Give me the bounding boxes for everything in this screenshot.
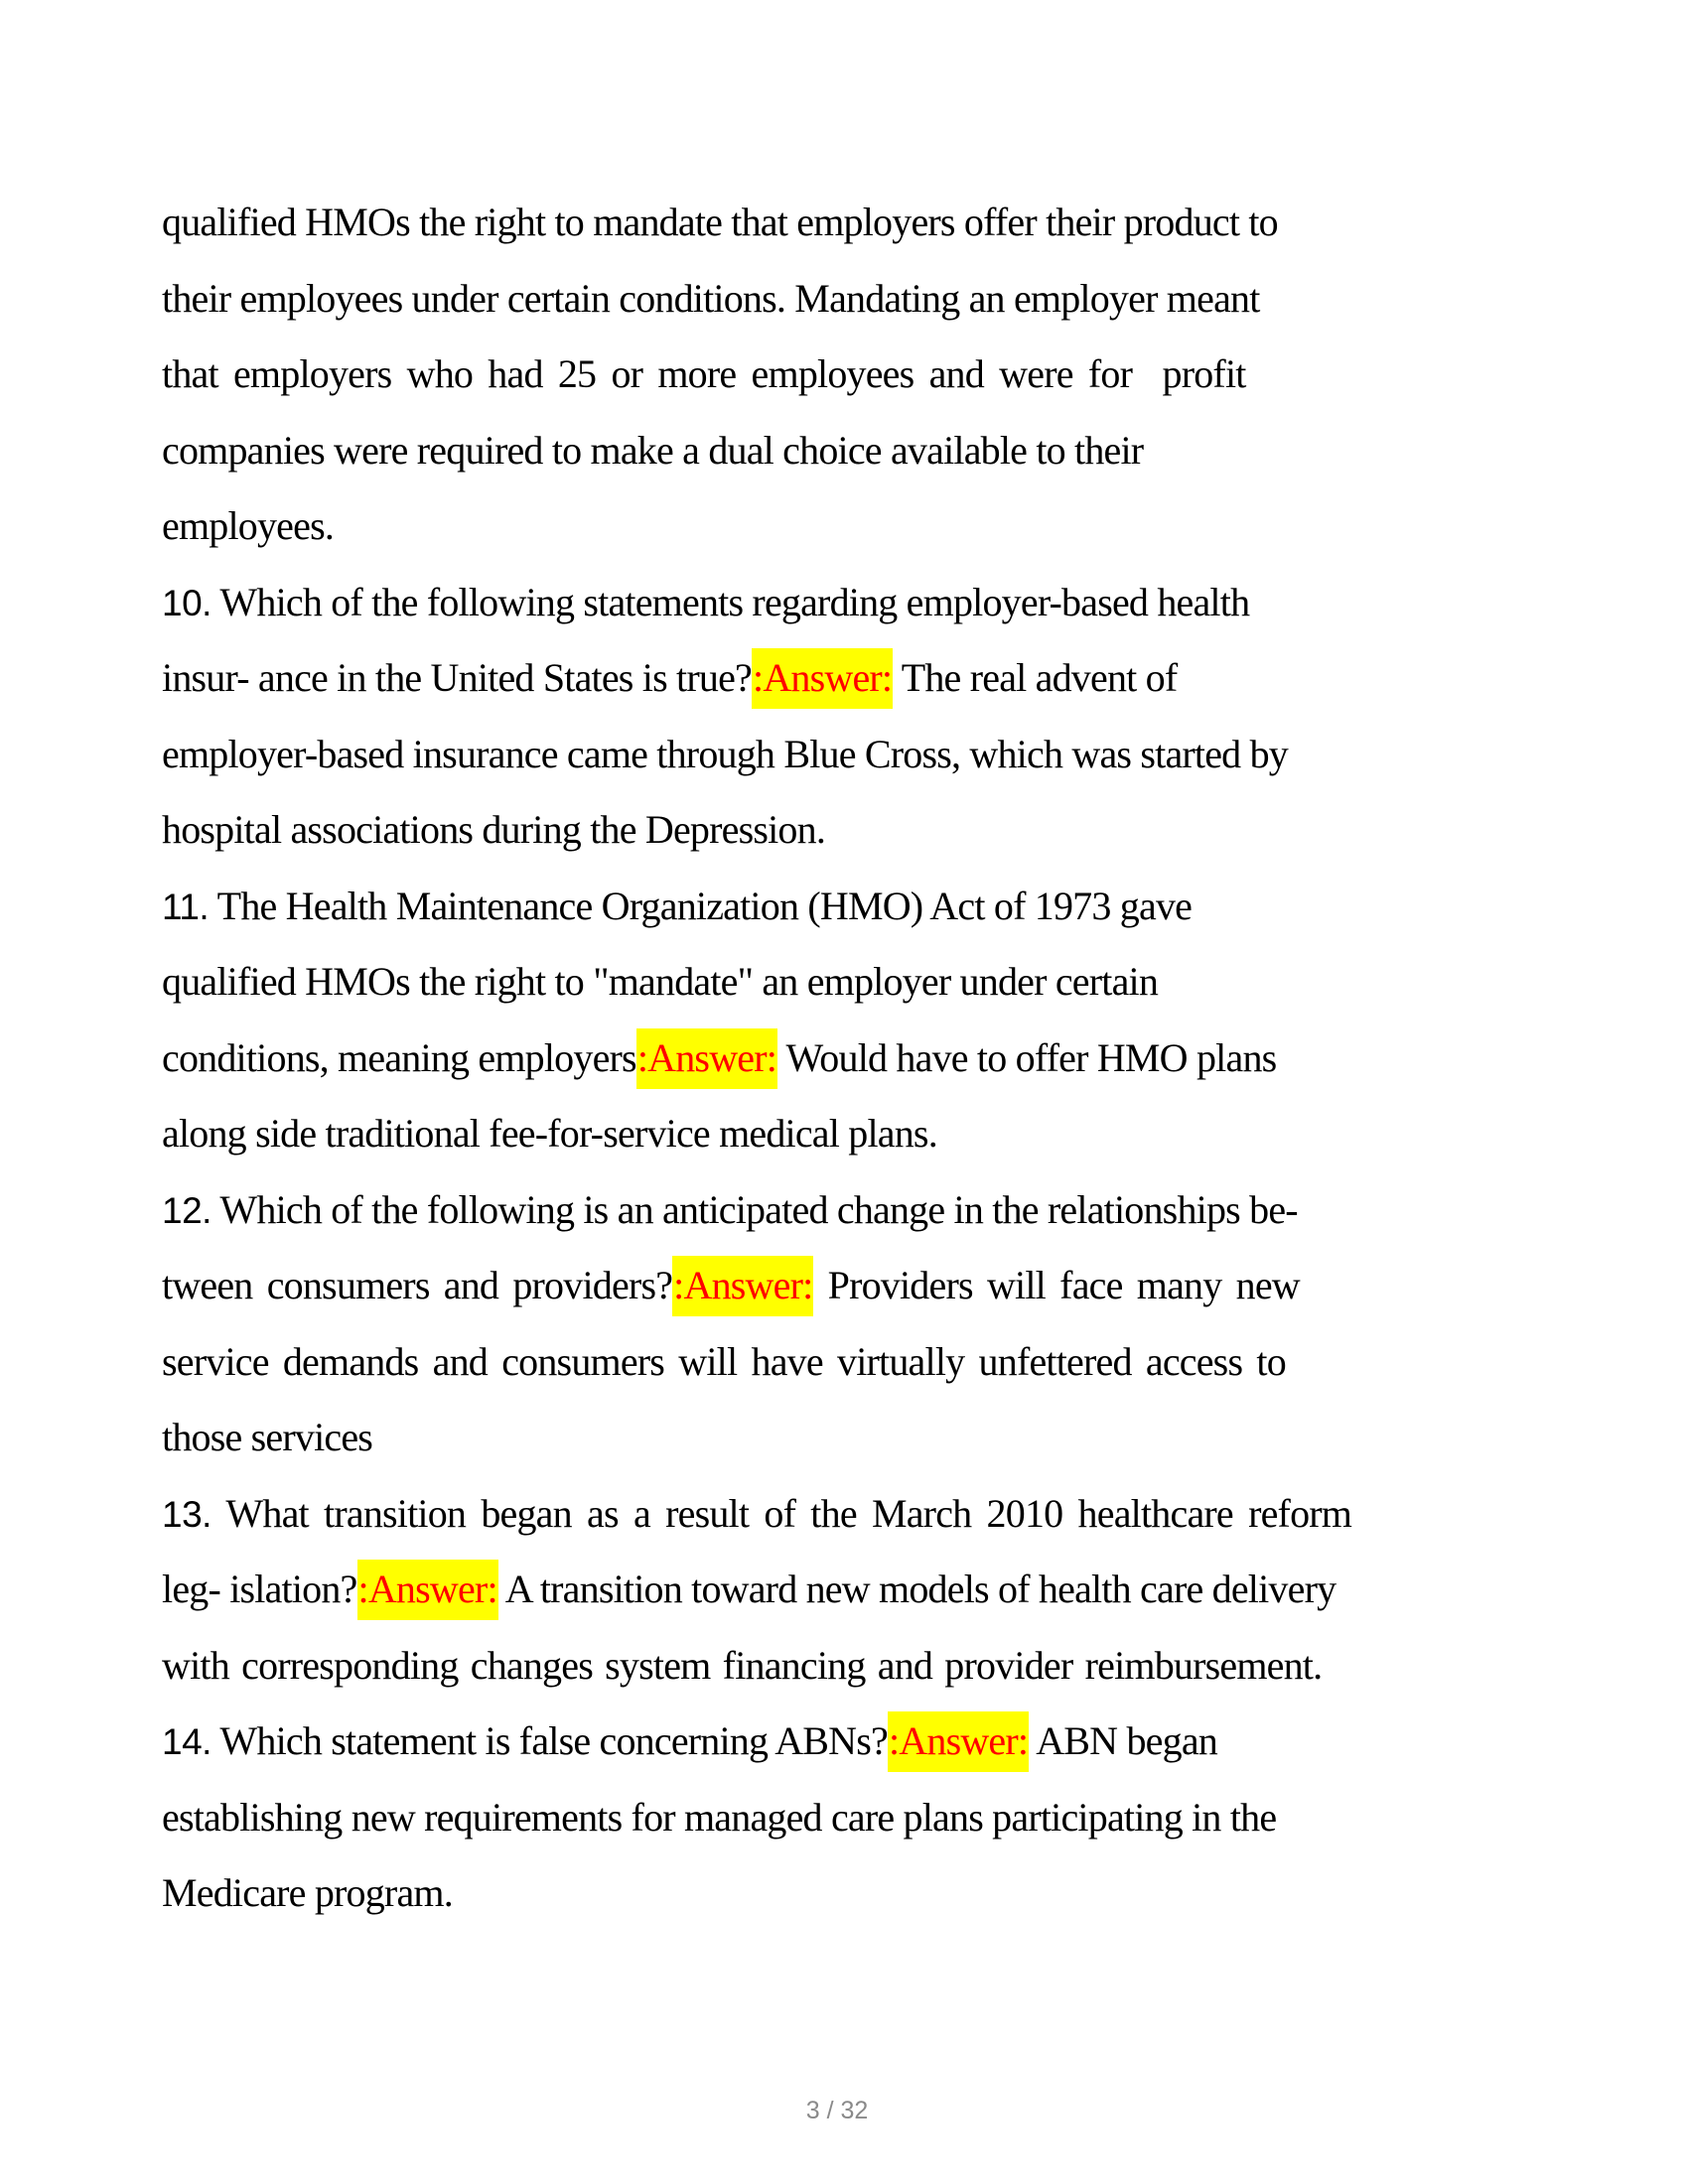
text-line	[162, 185, 1351, 261]
text-run: hospital associations during the Depression.	[162, 807, 826, 852]
question-number: 12.	[162, 1189, 211, 1231]
answer-highlight: :Answer:	[752, 648, 893, 709]
text-line	[162, 261, 1351, 338]
text-run: insur- ance in the United States is true?	[162, 655, 752, 700]
text-line	[162, 1400, 1351, 1476]
text-run: their employees under certain conditions. Mandating an employer meant	[162, 275, 1260, 321]
text-run: Which of the following is an anticipated change in the relationships be-	[211, 1186, 1298, 1232]
text-run: Which of the following statements regarding employer-based health	[211, 579, 1250, 624]
text-run: service demands and consumers will have virtually unfettered access to	[162, 1338, 1286, 1384]
text-run: ABN began	[1029, 1718, 1217, 1763]
text-run: The Health Maintenance Organization (HMO) Act of 1973 gave	[209, 883, 1193, 928]
text-run: conditions, meaning employers	[162, 1034, 636, 1080]
text-line	[162, 565, 1351, 641]
text-run: Would have to offer HMO plans	[777, 1034, 1277, 1080]
answer-highlight: :Answer:	[636, 1028, 777, 1089]
text-run: companies were required to make a dual choice available to their	[162, 427, 1144, 473]
text-run: employer-based insurance came through Blue Cross, which was started by	[162, 731, 1288, 776]
text-run: those services	[162, 1415, 373, 1459]
text-line	[162, 1172, 1351, 1249]
text-run: that employers who had 25 or more employees and were for profit	[162, 351, 1246, 396]
text-run: along side traditional fee-for-service medical plans.	[162, 1111, 937, 1156]
text-run: with corresponding changes system financing and provider reimbursement.	[162, 1642, 1323, 1688]
answer-highlight: :Answer:	[357, 1560, 498, 1620]
question-number: 11.	[162, 886, 210, 927]
text-run: qualified HMOs the right to "mandate" an employer under certain	[162, 959, 1159, 1004]
text-line	[162, 337, 1351, 413]
text-line	[162, 640, 1351, 717]
question-number: 14.	[162, 1721, 211, 1762]
answer-highlight: :Answer:	[672, 1256, 813, 1316]
question-number: 10.	[162, 582, 211, 623]
question-number: 13.	[162, 1493, 211, 1535]
text-line	[162, 413, 1351, 489]
text-run: Providers will face many new	[813, 1263, 1300, 1307]
text-line	[162, 1855, 1351, 1932]
text-line	[162, 1248, 1351, 1324]
text-run: A transition toward new models of health care delivery	[497, 1567, 1336, 1611]
text-run: Which statement is false concerning ABNs?	[211, 1718, 888, 1763]
text-run: establishing new requirements for managed care plans participating in the	[162, 1794, 1277, 1840]
document-text	[162, 185, 1351, 1932]
page-number: 3 / 32	[805, 2097, 869, 2124]
text-line	[162, 1476, 1351, 1553]
text-line	[162, 1552, 1351, 1628]
text-run: leg- islation?	[162, 1567, 357, 1611]
text-line	[162, 717, 1351, 793]
text-line	[162, 792, 1351, 869]
text-run: Medicare program.	[162, 1870, 453, 1915]
text-line	[162, 1628, 1351, 1705]
answer-highlight: :Answer:	[888, 1711, 1029, 1772]
text-run: What transition began as a result of the March 2010 healthcare reform	[211, 1490, 1352, 1536]
text-line	[162, 1096, 1351, 1172]
text-line	[162, 869, 1351, 945]
text-run: The real advent of	[893, 655, 1178, 700]
text-run: employees.	[162, 503, 335, 548]
text-line	[162, 1021, 1351, 1097]
text-line	[162, 1704, 1351, 1780]
text-line	[162, 944, 1351, 1021]
text-line	[162, 488, 1351, 565]
text-run: qualified HMOs the right to mandate that employers offer their product to	[162, 200, 1278, 244]
text-line	[162, 1324, 1351, 1401]
text-line	[162, 1780, 1351, 1856]
text-run: tween consumers and providers?	[162, 1263, 673, 1307]
